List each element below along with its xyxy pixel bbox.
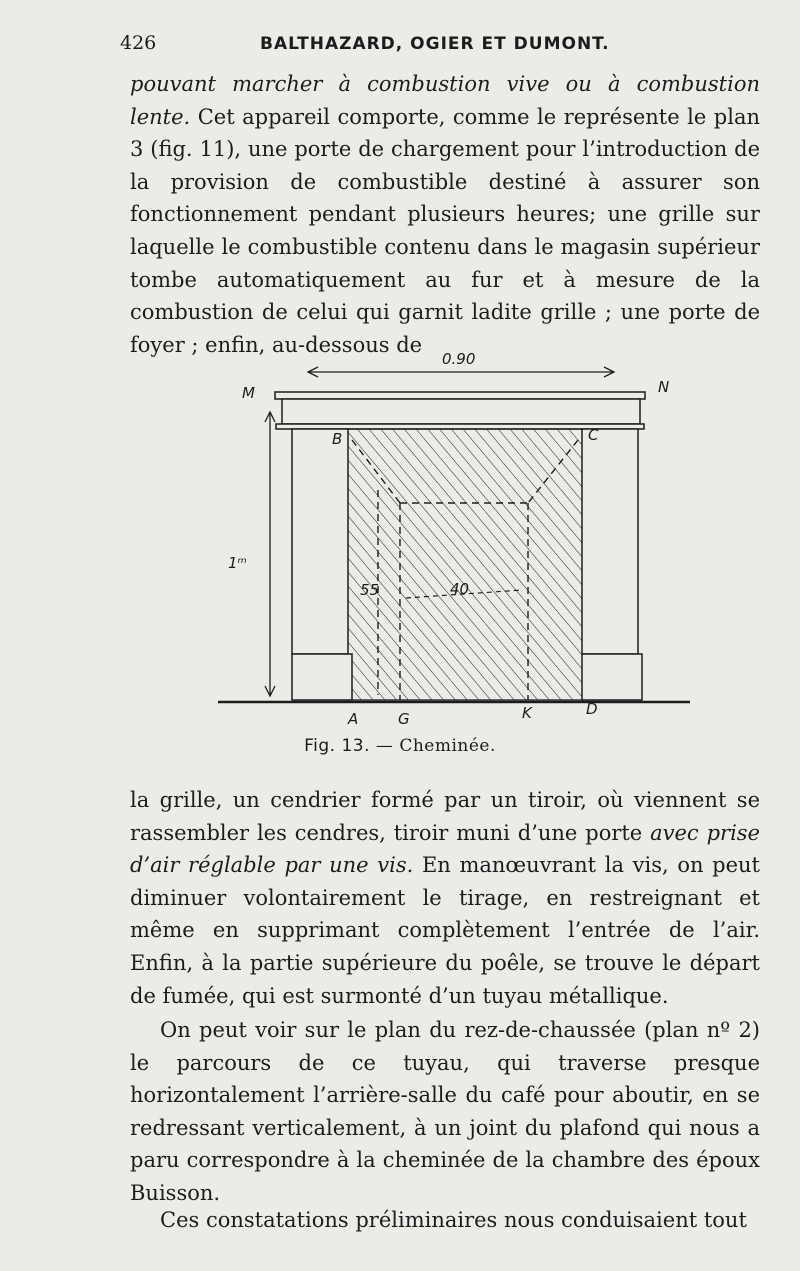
- label-M: M: [242, 384, 255, 402]
- label-B: B: [332, 430, 343, 448]
- label-C: C: [588, 426, 599, 444]
- mantel-shelf: [275, 392, 645, 399]
- width-dimension-label: 0.90: [442, 350, 476, 368]
- paragraph-2-text-b: En manœuvrant la vis, on peut diminuer volontairement le tirage, en restreignant et même en supprimant complètement l’entrée de l’air. Enfin, à la partie supérieure du poêle, se trouve le départ de fumée, qui est surmonté d’un tuyau métallique.: [130, 853, 760, 1008]
- paragraph-3: On peut voir sur le plan du rez-de-chaussée (plan nº 2) le parcours de ce tuyau, qui traverse presque horizontalement l’arrière-salle du café pour aboutir, en se redressant verticalement, à un joint du plafond qui nous a paru correspondre à la cheminée de la chambre des époux Buisson.: [130, 1018, 760, 1205]
- paragraph-2-text-a: la grille, un cendrier formé par un tiroir, où viennent se rassembler les cendres, tiroir muni d’une porte: [130, 788, 760, 845]
- page-number: 426: [120, 32, 157, 54]
- running-head: BALTHAZARD, OGIER ET DUMONT.: [260, 34, 610, 54]
- figure-title: — Cheminée.: [375, 736, 496, 756]
- left-jamb: [292, 429, 348, 654]
- label-A: A: [348, 710, 359, 728]
- label-G: G: [398, 710, 410, 728]
- side-dimension-label: 55: [360, 581, 380, 599]
- paragraph-2-italic: avec prise d’air réglable par une vis.: [130, 820, 760, 878]
- mantel-frieze: [282, 399, 640, 424]
- hearth-opening-hatched: [346, 429, 584, 700]
- paragraph-4: Ces constatations préliminaires nous conduisaient tout: [160, 1208, 747, 1232]
- height-dimension-label: 1ᵐ: [228, 554, 247, 572]
- fireplace-diagram: [200, 340, 720, 740]
- right-jamb-base: [582, 654, 642, 700]
- left-jamb-base: [292, 654, 352, 700]
- page-header: [120, 30, 760, 62]
- right-jamb: [582, 429, 638, 654]
- paragraph-1-italic-lead: pouvant marcher à combustion vive ou à combustion lente.: [130, 72, 760, 129]
- paragraph-1: [130, 68, 760, 361]
- inner-dimension-label: 40: [450, 580, 470, 598]
- paragraph-2: [130, 784, 760, 1012]
- figure-caption: [200, 736, 600, 756]
- label-D: D: [586, 700, 598, 718]
- paragraph-1-body: Cet appareil comporte, comme le représente le plan 3 (fig. 11), une porte de chargement pour l’introduction de la provision de combustible destiné à assurer son fonctionnement pendant plusieurs heures; une grille sur laquelle le combustible contenu dans le magasin supérieur tombe automatiquement au fur et à mesure de la combustion de celui qui garnit ladite grille ; une porte de foyer ; enfin, au-dessous de: [130, 104, 760, 357]
- label-K: K: [522, 704, 532, 722]
- label-N: N: [658, 378, 670, 396]
- figure-number: Fig. 13.: [304, 736, 371, 756]
- fireplace-drawing: [200, 340, 720, 740]
